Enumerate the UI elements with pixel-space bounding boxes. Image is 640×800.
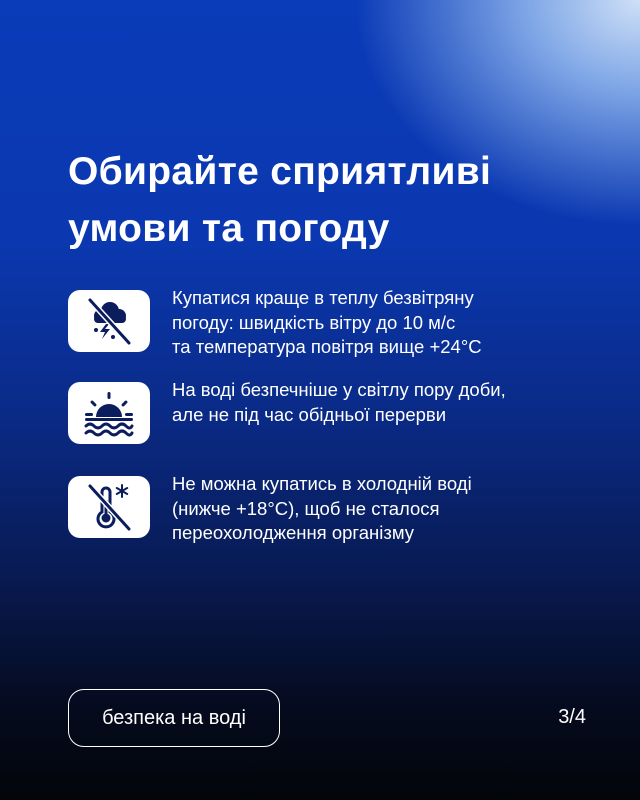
page-indicator: 3/4 (558, 706, 586, 728)
tip-line: погоду: швидкість вітру до 10 м/с (172, 311, 456, 333)
tip-line: та температура повітря вище +24°С (172, 336, 482, 357)
tip-line: На воді безпечніше у світлу пору доби, (172, 379, 506, 400)
tip-line: (нижче +18°С), щоб не сталося (172, 497, 440, 519)
no-cold-temperature-icon (82, 480, 136, 534)
tip-text (172, 286, 592, 360)
title-line-1: Обирайте сприятливі (68, 150, 492, 193)
water-safety-tag-button[interactable]: безпека на воді (68, 689, 280, 747)
tip-line: Не можна купатись в холодній воді (172, 473, 472, 494)
icon-card (68, 290, 150, 352)
icon-card (68, 476, 150, 538)
slide-title (68, 143, 608, 257)
tip-text (172, 472, 592, 546)
tip-line: переохолодження організму (172, 522, 415, 543)
tip-text (172, 378, 592, 427)
tip-line: Купатися краще в теплу безвітряну (172, 287, 474, 308)
icon-card (68, 382, 150, 444)
title-line-2: умови та погоду (68, 207, 390, 250)
no-storm-weather-icon (82, 294, 136, 348)
tip-line: але не під час обідньої перерви (172, 403, 447, 425)
sunset-over-water-icon (82, 386, 136, 440)
